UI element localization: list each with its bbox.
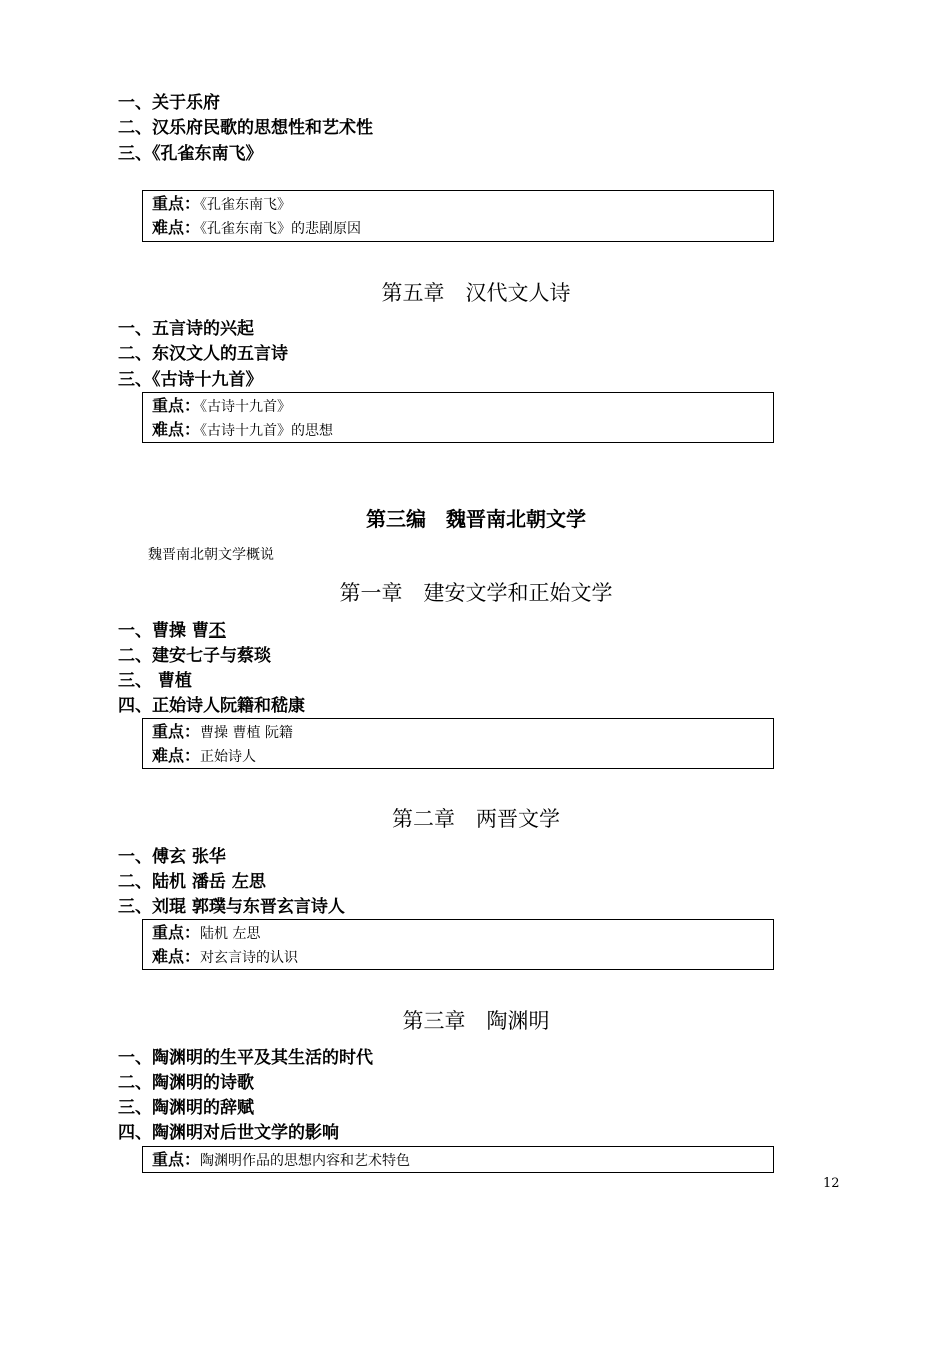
key-label: 重点： <box>152 194 201 213</box>
chapter-title: 第五章 汉代文人诗 <box>381 281 571 305</box>
difficulty-text: 《孔雀东南飞》的悲剧原因 <box>200 221 362 237</box>
outline-item: 二、陆机 潘岳 左思 <box>118 872 266 892</box>
key-text: 《古诗十九首》 <box>200 399 292 415</box>
outline-item: 一、关于乐府 <box>118 93 220 113</box>
outline-item: 四、陶渊明对后世文学的影响 <box>118 1123 339 1143</box>
outline-item: 二、建安七子与蔡琰 <box>118 646 271 666</box>
outline-item: 一、傅玄 张华 <box>118 847 226 867</box>
key-points-box <box>142 919 774 970</box>
outline-item-text: 一、曹操 曹 <box>118 621 209 641</box>
outline-item: 三、《孔雀东南飞》 <box>118 144 263 164</box>
outline-item: 三、 曹植 <box>118 671 192 691</box>
key-points-box <box>142 190 774 242</box>
outline-item: 一、陶渊明的生平及其生活的时代 <box>118 1048 373 1068</box>
key-label: 重点： <box>152 923 201 942</box>
outline-item: 一、五言诗的兴起 <box>118 319 254 339</box>
outline-item: 二、东汉文人的五言诗 <box>118 344 288 364</box>
key-label: 重点： <box>152 1150 201 1169</box>
page-number: 12 <box>823 1176 840 1191</box>
chapter-title: 第二章 两晋文学 <box>392 807 560 831</box>
difficulty-label: 难点： <box>152 746 201 765</box>
key-text: 曹操 曹植 阮籍 <box>200 725 293 741</box>
difficulty-label: 难点： <box>152 218 201 237</box>
outline-item: 四、正始诗人阮籍和嵇康 <box>118 696 305 716</box>
chapter-title: 第一章 建安文学和正始文学 <box>339 581 613 605</box>
underlined-char: 丕 <box>208 621 226 641</box>
key-label: 重点： <box>152 396 201 415</box>
outline-item: 二、陶渊明的诗歌 <box>118 1073 254 1093</box>
chapter-title: 第三章 陶渊明 <box>402 1009 550 1033</box>
difficulty-label: 难点： <box>152 947 201 966</box>
part-overview: 魏晋南北朝文学概说 <box>148 547 274 563</box>
key-points-box <box>142 1146 774 1173</box>
outline-item: 三、刘琨 郭璞与东晋玄言诗人 <box>118 897 345 917</box>
outline-item: 三、《古诗十九首》 <box>118 370 263 390</box>
key-label: 重点： <box>152 722 201 741</box>
difficulty-text: 正始诗人 <box>200 749 257 765</box>
outline-item: 二、汉乐府民歌的思想性和艺术性 <box>118 118 373 138</box>
part-title: 第三编 魏晋南北朝文学 <box>366 507 586 531</box>
outline-item: 三、陶渊明的辞赋 <box>118 1098 254 1118</box>
difficulty-text: 对玄言诗的认识 <box>200 950 299 966</box>
key-points-box <box>142 392 774 443</box>
key-text: 《孔雀东南飞》 <box>200 197 292 213</box>
key-text: 陶渊明作品的思想内容和艺术特色 <box>200 1153 411 1169</box>
key-text: 陆机 左思 <box>200 926 261 942</box>
difficulty-label: 难点： <box>152 420 201 439</box>
outline-item <box>118 620 226 642</box>
key-points-box <box>142 718 774 769</box>
difficulty-text: 《古诗十九首》的思想 <box>200 423 334 439</box>
